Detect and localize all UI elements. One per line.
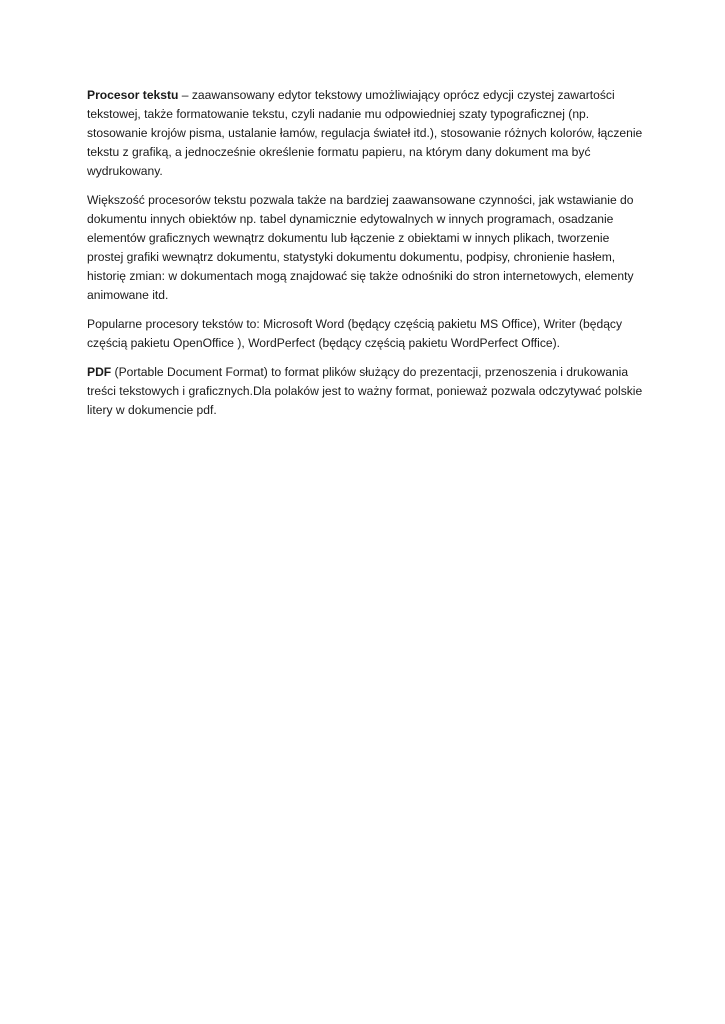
paragraph-text: Popularne procesory tekstów to: Microsoft Word (będący częścią pakietu MS Office), Writer (będący częścią pakietu OpenOffice ), WordPerfect (będący częścią pakietu WordPerfect Office).	[87, 317, 623, 350]
paragraph-text: Większość procesorów tekstu pozwala także na bardziej zaawansowane czynności, jak wstawianie do dokumentu innych obiektów np. tabel dynamicznie edytowalnych w innych programach, osadzanie elementów graficznych wewnątrz dokumentu lub łączenie z obiektami w innych plikach, tworzenie prostej grafiki wewnątrz dokumentu, statystyki dokumentu dokumentu, podpisy, chronienie hasłem, historię zmian: w dokumentach mogą znajdować się także odnośniki do stron internetowych, elementy animowane itd.	[87, 193, 634, 302]
document-body	[87, 86, 647, 430]
paragraph-text: – zaawansowany edytor tekstowy umożliwiający oprócz edycji czystej zawartości tekstowej, także formatowanie tekstu, czyli nadanie mu odpowiedniej szaty typograficznej (np. stosowanie krojów pisma, ustalanie łamów, regulacja świateł itd.), stosowanie różnych kolorów, łączenie tekstu z grafiką, a jednocześnie określenie formatu papieru, na którym dany dokument ma być wydrukowany.	[87, 88, 643, 178]
paragraph-word-processor	[87, 86, 647, 181]
paragraph-advanced-features	[87, 191, 647, 305]
paragraph-popular-processors	[87, 315, 647, 353]
paragraph-pdf	[87, 363, 647, 420]
term-procesor-tekstu: Procesor tekstu	[87, 88, 179, 102]
term-pdf: PDF	[87, 365, 112, 379]
paragraph-text: (Portable Document Format) to format plików służący do prezentacji, przenoszenia i drukowania treści tekstowych i graficznych.Dla polaków jest to ważny format, ponieważ pozwala odczytywać polskie litery w dokumencie pdf.	[87, 365, 643, 417]
